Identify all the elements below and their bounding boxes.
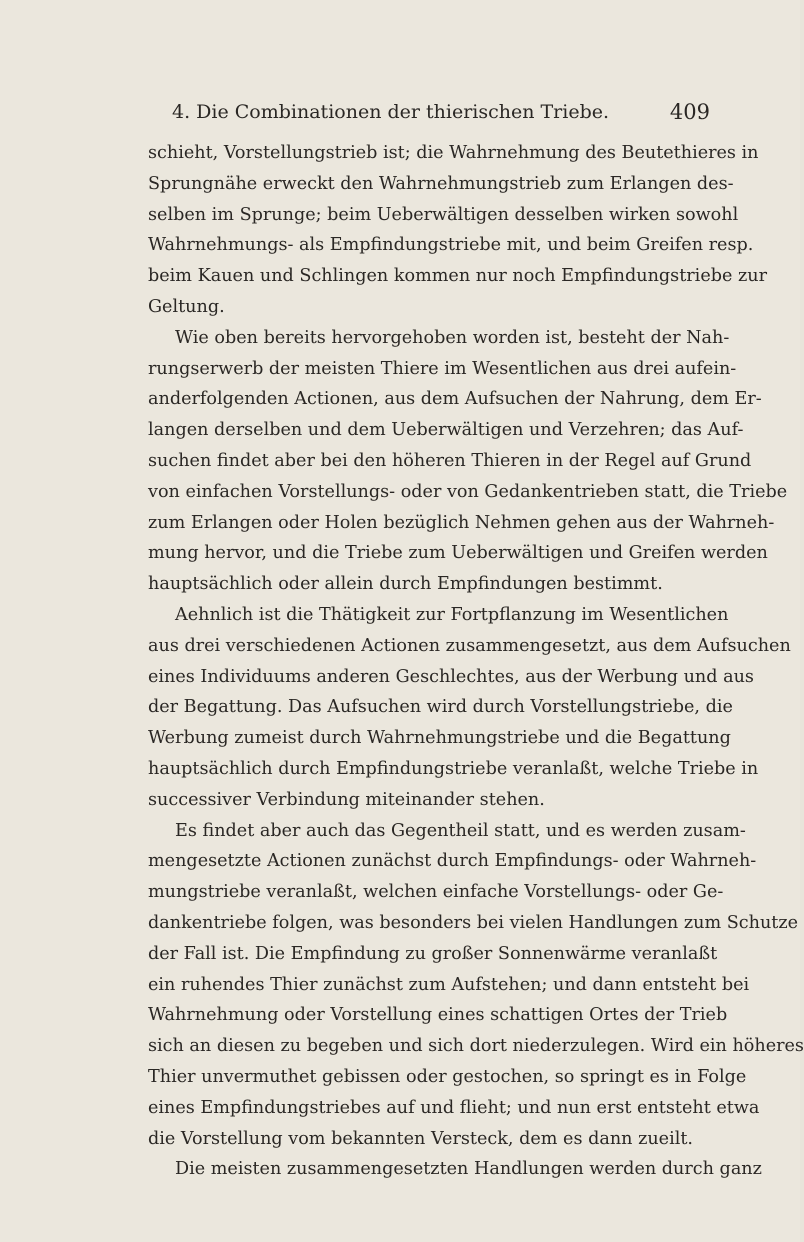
text-line: Thier unvermuthet gebissen oder gestochen, so springt es in Folge bbox=[148, 1066, 747, 1087]
text-line: aus drei verschiedenen Actionen zusammengesetzt, aus dem Aufsuchen bbox=[148, 635, 791, 656]
text-line: beim Kauen und Schlingen kommen nur noch Empfindungstriebe zur bbox=[148, 266, 768, 287]
text-line: selben im Sprunge; beim Ueberwältigen desselben wirken sowohl bbox=[148, 204, 739, 225]
text-line: zum Erlangen oder Holen bezüglich Nehmen gehen aus der Wahrneh- bbox=[148, 512, 775, 533]
text-line: schieht, Vorstellungstrieb ist; die Wahrnehmung des Beutethieres in bbox=[148, 143, 759, 163]
text-line: eines Empfindungstriebes auf und flieht; und nun erst entsteht etwa bbox=[148, 1097, 760, 1118]
text-line: suchen findet aber bei den höheren Thieren in der Regel auf Grund bbox=[148, 450, 752, 471]
text-line: Geltung. bbox=[148, 296, 225, 317]
text-line: anderfolgenden Actionen, aus dem Aufsuchen der Nahrung, dem Er- bbox=[148, 389, 762, 410]
text-line: sich an diesen zu begeben und sich dort niederzulegen. Wird ein höheres bbox=[148, 1036, 804, 1057]
text-line: Sprungnähe erweckt den Wahrnehmungstrieb zum Erlangen des- bbox=[148, 173, 734, 194]
text-line: Es findet aber auch das Gegentheil statt, und es werden zusam- bbox=[175, 820, 746, 841]
text-line: Wahrnehmungs- als Empfindungstriebe mit, und beim Greifen resp. bbox=[148, 235, 754, 256]
text-line: Die meisten zusammengesetzten Handlungen werden durch ganz bbox=[175, 1159, 762, 1180]
text-line: ein ruhendes Thier zunächst zum Aufstehen; und dann entsteht bei bbox=[148, 974, 750, 995]
text-line: successiver Verbindung miteinander stehen. bbox=[148, 789, 545, 810]
text-line: die Vorstellung vom bekannten Versteck, dem es dann zueilt. bbox=[148, 1128, 694, 1149]
text-line: von einfachen Vorstellungs- oder von Gedankentrieben statt, die Triebe bbox=[148, 481, 788, 502]
text-line: Wie oben bereits hervorgehoben worden ist, besteht der Nah- bbox=[175, 327, 730, 348]
running-head bbox=[150, 98, 710, 126]
text-line: langen derselben und dem Ueberwältigen und Verzehren; das Auf- bbox=[148, 420, 744, 441]
text-line: mungstriebe veranlaßt, welchen einfache Vorstellungs- oder Ge- bbox=[148, 882, 724, 903]
text-line: Werbung zumeist durch Wahrnehmungstriebe und die Begattung bbox=[148, 728, 731, 749]
text-line: der Fall ist. Die Empfindung zu großer Sonnenwärme veranlaßt bbox=[148, 943, 718, 964]
text-line: hauptsächlich oder allein durch Empfindungen bestimmt. bbox=[148, 574, 663, 595]
text-line: Aehnlich ist die Thätigkeit zur Fortpflanzung im Wesentlichen bbox=[175, 604, 729, 625]
text-line: mung hervor, und die Triebe zum Ueberwältigen und Greifen werden bbox=[148, 543, 768, 564]
text-line: mengesetzte Actionen zunächst durch Empfindungs- oder Wahrneh- bbox=[148, 851, 757, 872]
text-line: hauptsächlich durch Empfindungstriebe veranlaßt, welche Triebe in bbox=[148, 758, 759, 779]
chapter-heading: 4. Die Combinationen der thierischen Triebe. bbox=[172, 101, 610, 123]
text-line: der Begattung. Das Aufsuchen wird durch Vorstellungstriebe, die bbox=[148, 697, 733, 718]
page-number: 409 bbox=[669, 100, 710, 124]
body-text bbox=[148, 138, 804, 1185]
text-line: rungserwerb der meisten Thiere im Wesentlichen aus drei aufein- bbox=[148, 358, 737, 379]
text-line: Wahrnehmung oder Vorstellung eines schattigen Ortes der Trieb bbox=[148, 1005, 728, 1026]
text-line: dankentriebe folgen, was besonders bei vielen Handlungen zum Schutze bbox=[148, 912, 799, 933]
text-line: eines Individuums anderen Geschlechtes, aus der Werbung und aus bbox=[148, 666, 754, 687]
